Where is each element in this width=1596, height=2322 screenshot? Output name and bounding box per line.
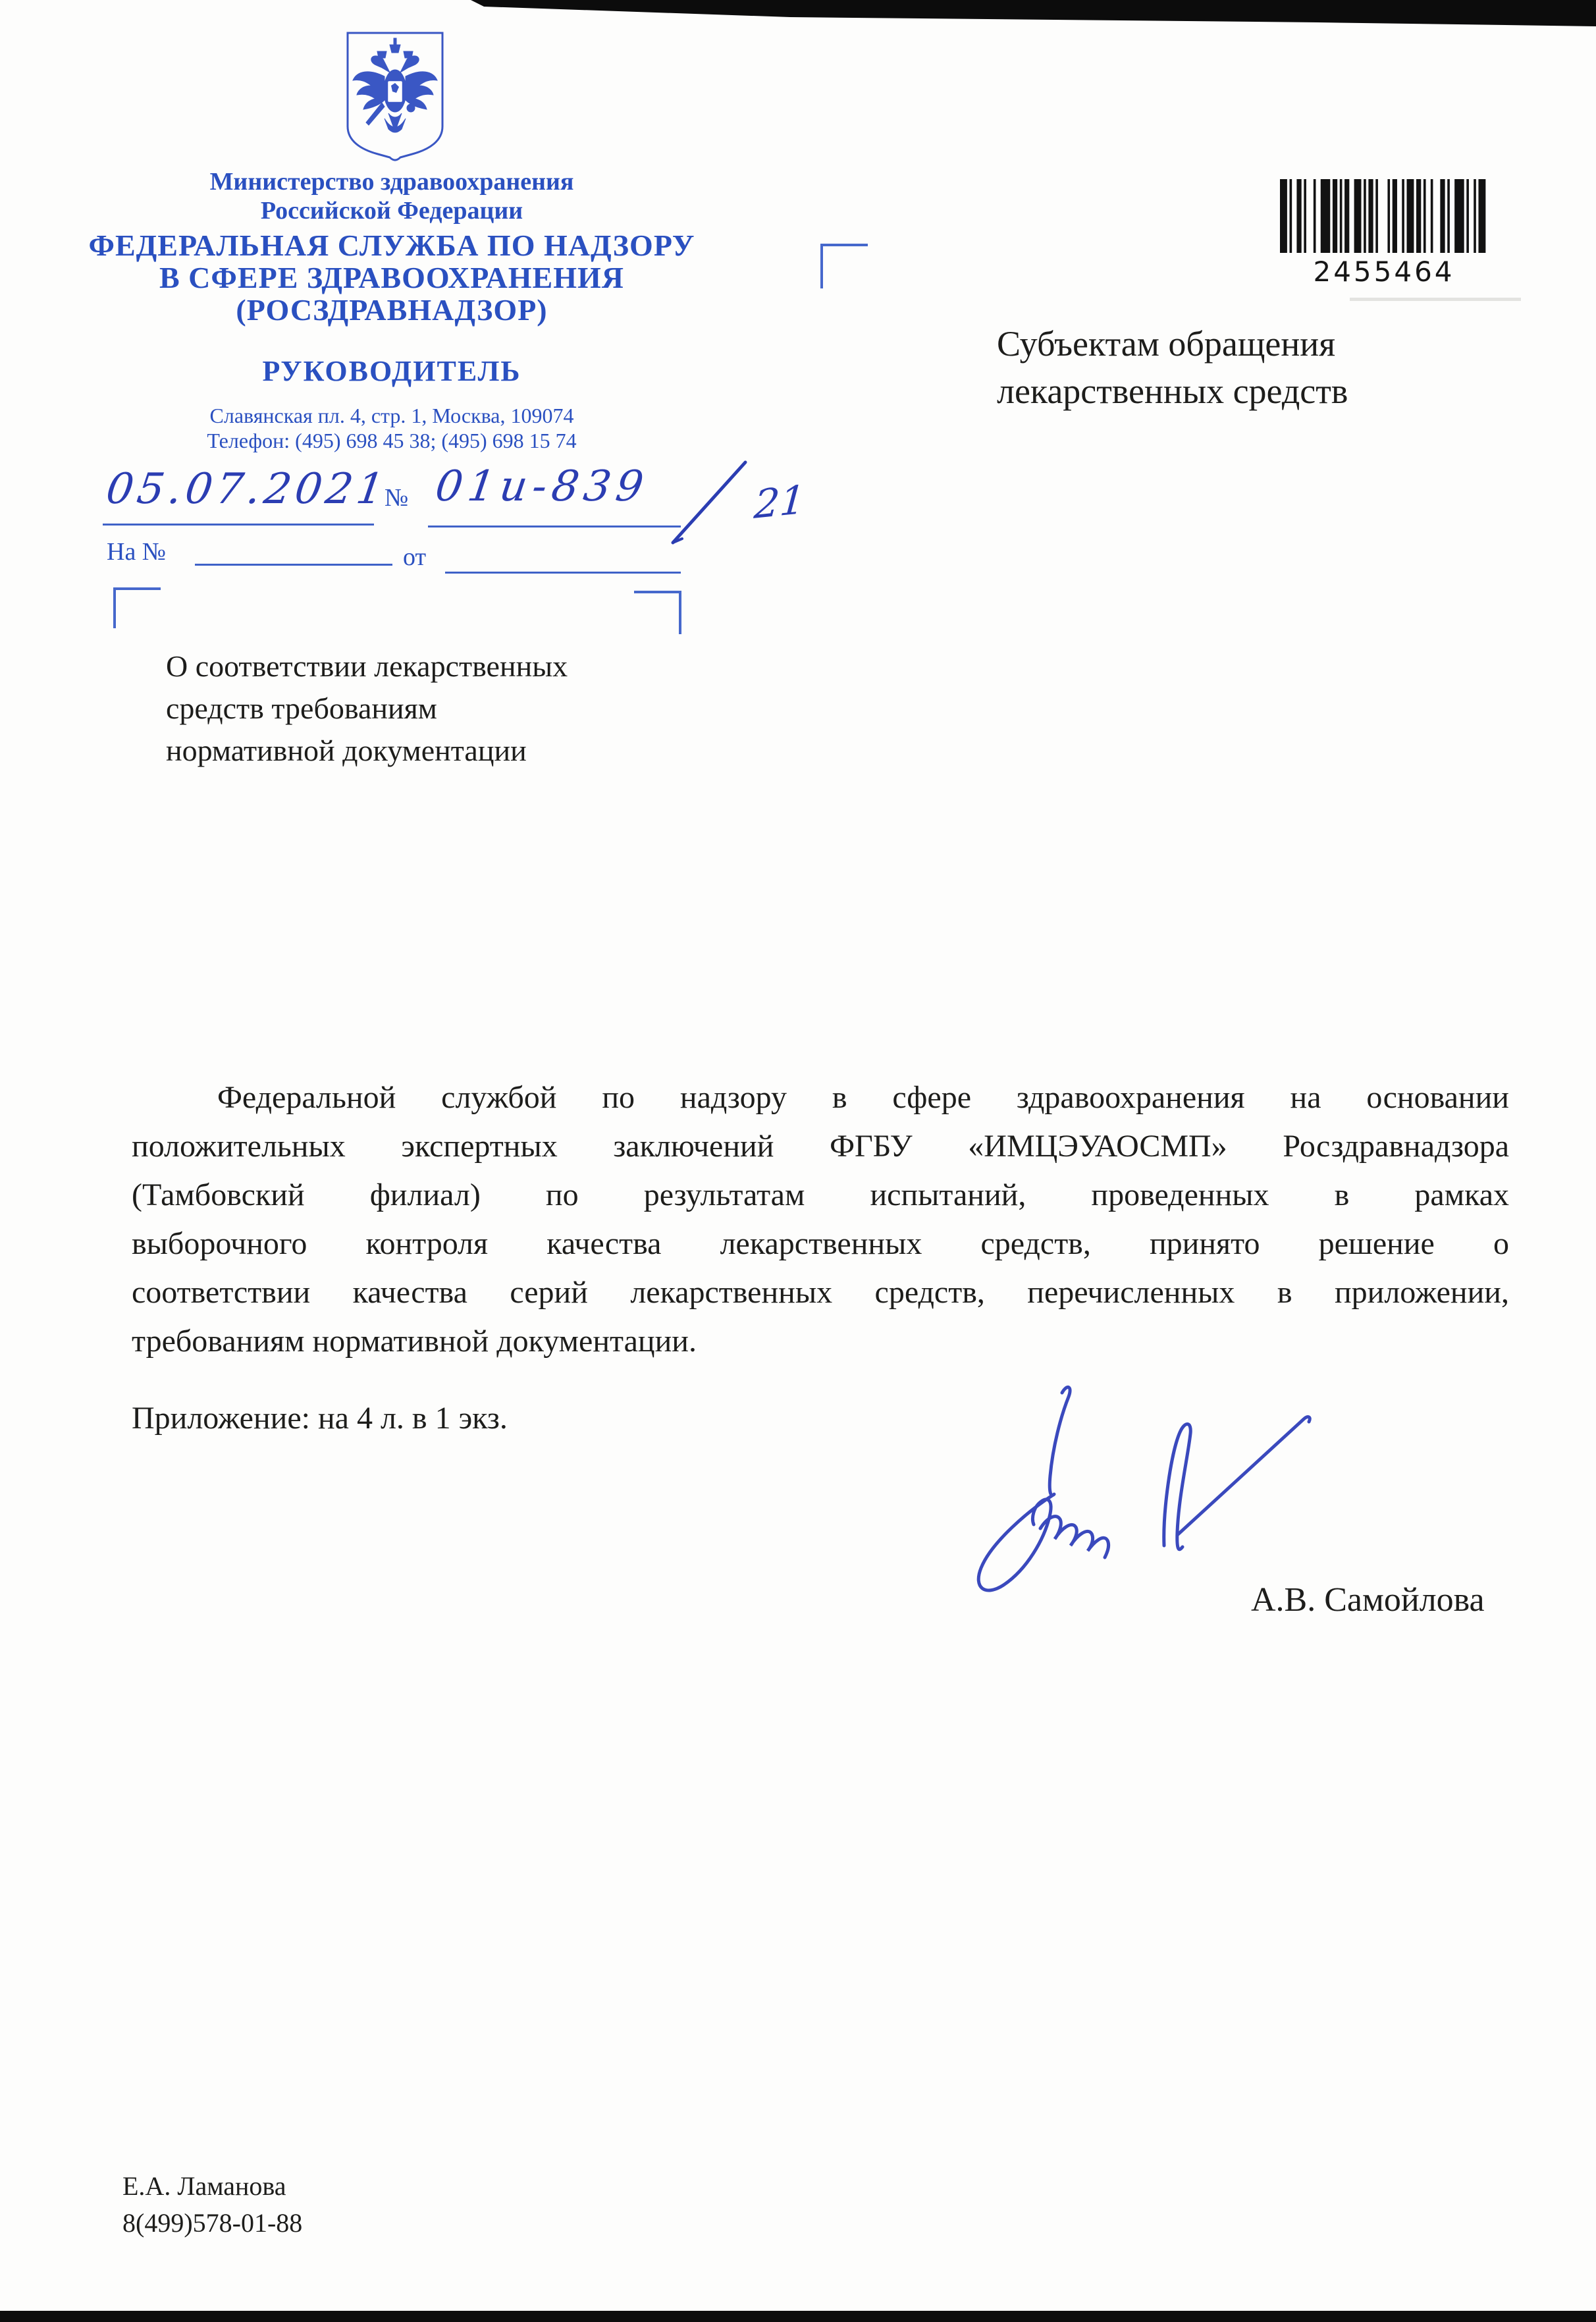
outgoing-date-handwritten: 05.07.2021 (103, 465, 391, 514)
position-title: РУКОВОДИТЕЛЬ (262, 355, 521, 387)
ref-from-label: от (403, 543, 427, 571)
subject-block (166, 645, 640, 772)
subject-line-2: средств требованиям (166, 691, 437, 725)
number-underline (428, 526, 681, 527)
body-line: выборочного контроля качества лекарственных средств, принято решение о (132, 1226, 1509, 1261)
number-suffix-handwritten: 21 (753, 477, 807, 528)
ministry-line-2: Российской Федерации (260, 197, 523, 225)
handwritten-slash (666, 457, 752, 547)
subject-line-1: О соответствии лекарственных (166, 649, 568, 683)
ministry-line-1: Министерство здравоохранения (209, 168, 574, 196)
service-line-2: В СФЕРЕ ЗДРАВООХРАНЕНИЯ (159, 261, 624, 294)
addressee-line-1: Субъектам обращения (997, 324, 1336, 364)
subject-corner-bracket-left (113, 587, 161, 628)
service-line-3: (РОСЗДРАВНАДЗОР) (236, 293, 548, 327)
addressee-line-2: лекарственных средств (997, 371, 1348, 411)
body-line: (Тамбовский филиал) по результатам испытаний, проведенных в рамках (132, 1177, 1509, 1212)
number-sign: № (385, 484, 409, 512)
ref-number-underline (195, 564, 392, 566)
postal-address: Славянская пл. 4, стр. 1, Москва, 109074 (209, 404, 574, 427)
attachment-note: Приложение: на 4 л. в 1 экз. (132, 1401, 508, 1436)
ministry-name (86, 167, 698, 225)
executor-phone: 8(499)578-01-88 (122, 2208, 303, 2238)
contact-block (86, 403, 698, 453)
subject-corner-bracket-right (634, 591, 681, 634)
body-line: Федеральной службой по надзору в сфере здравоохранения на основании (217, 1080, 1509, 1115)
executor-name: Е.А. Ламанова (122, 2171, 286, 2201)
signer-name: А.В. Самойлова (1251, 1581, 1485, 1619)
ref-label: На № (107, 538, 167, 566)
body-line: соответствии качества серий лекарственных средств, перечисленных в приложении, (132, 1275, 1509, 1310)
body-line: требованиям нормативной документации. (132, 1324, 697, 1359)
phone-numbers: Телефон: (495) 698 45 38; (495) 698 15 74 (207, 429, 577, 452)
executor-block (122, 2168, 302, 2242)
signature (935, 1373, 1330, 1604)
service-line-1: ФЕДЕРАЛЬНАЯ СЛУЖБА ПО НАДЗОРУ (88, 229, 695, 262)
date-underline (103, 524, 374, 526)
ref-date-underline (445, 572, 681, 574)
addressee-block (997, 320, 1431, 415)
service-name (66, 229, 718, 326)
barcode (1280, 179, 1488, 253)
body-paragraph (132, 1073, 1509, 1366)
scan-smudge (1350, 298, 1521, 301)
coat-of-arms-icon (341, 29, 449, 163)
subject-line-3: нормативной документации (166, 734, 527, 767)
scan-edge-bottom (0, 2311, 1596, 2322)
barcode-number: 2455464 (1313, 256, 1455, 288)
scan-edge-top (0, 0, 1596, 29)
addressee-corner-bracket (820, 244, 868, 288)
body-line: положительных экспертных заключений ФГБУ «ИМЦЭУАОСМП» Росздравнадзора (132, 1129, 1509, 1164)
outgoing-number-handwritten: 01и-839 (432, 462, 652, 511)
